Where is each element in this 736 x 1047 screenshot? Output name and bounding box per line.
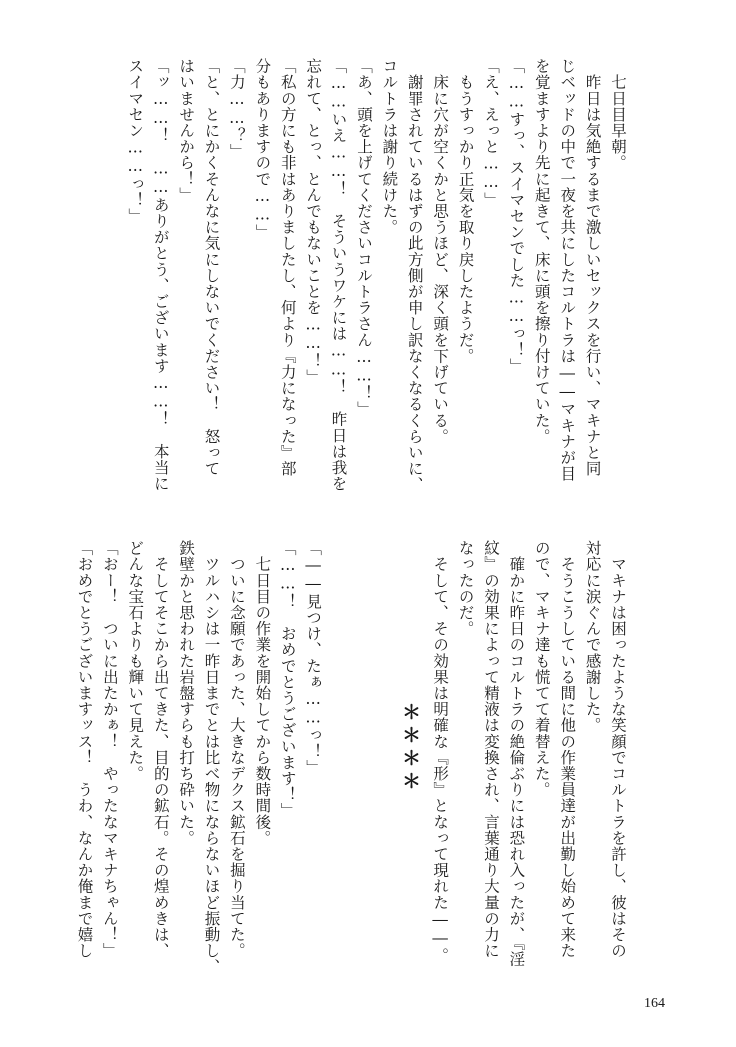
text-line: 「……！ おめでとうございます！」 [278,540,297,819]
text-line: 謝罪されているはずの此方側が申し訳なくなるくらいに、 [405,58,424,493]
text-line: 「あ、頭を上げてくださいコルトラさん……！」 [354,58,373,418]
text-line: 「と、とにかくそんなに気にしないでください！ 怒って [202,58,221,477]
text-line: なったのだ。 [456,540,475,637]
scene-break-separator: ＊＊＊＊ [399,702,421,794]
text-line: 七日目早朝。 [609,58,627,171]
text-line: そうこうしている間に他の作業員達が出勤し始めて来た [558,540,577,959]
text-line: 床に穴が空くかと思うほど、深く頭を下げている。 [431,58,450,445]
text-line: コルトラは謝り続けた。 [380,58,399,236]
text-line: マキナは困ったような笑顔でコルトラを許し、彼はその [609,540,627,959]
text-line: 鉄壁かと思われた岩盤すらも打ち砕いた。 [177,540,196,846]
lower-text-block [71,540,630,975]
text-line: 対応に涙ぐんで感謝した。 [583,540,602,734]
text-line: 「――見つけ、たぁ……っ！」 [304,540,323,776]
text-line: そして、その効果は明確な『形』となって現れた――。 [431,540,450,964]
text-line: ツルハシは一昨日までとは比べ物にならないほど振動し、 [202,540,221,975]
text-line: 忘れて、とっ、とんでもないことを……！」 [304,58,323,385]
text-line: ついに念願であった、大きなデクス鉱石を掘り当てた。 [227,540,246,959]
text-line: 紋』の効果によって精液は変換され、言葉通り大量の力に [481,540,500,959]
text-line: どんな宝石よりも輝いて見えた。 [126,540,145,782]
text-line: 確かに昨日のコルトラの絶倫ぶりには恐れ入ったが、『淫 [507,540,526,967]
text-line: 「おめでとうございますッス！ うわ、なんか俺まで嬉し [75,540,94,959]
text-line: 「力……？」 [227,58,246,160]
blank-line [325,540,350,972]
text-line: 「ッ……！ ……ありがとう、ございます……！ 本当に [151,58,170,492]
text-line: スイマセン……っ！」 [126,58,145,224]
text-line: ので、マキナ達も慌てて着替えた。 [532,540,551,798]
text-line: もうすっかり正気を取り戻したようだ。 [456,58,475,364]
text-line: 分もありますので……」 [253,58,272,241]
text-line: そしてそこから出てきた、目的の鉱石。その煌めきは、 [151,540,170,959]
text-line: 「……いえ……！ そういうワケには……！ 昨日は我を [329,58,348,492]
text-line: はいませんから！」 [177,58,196,203]
blank-line [351,540,376,972]
text-line: 「……すっ、スイマセンでした……っ！」 [507,58,526,374]
text-line: じベッドの中で一夜を共にしたコルトラは――マキナが目 [558,58,577,482]
text-line: 「え、えっと……」 [481,58,500,208]
text-line: を覚ますより先に起きて、床に頭を擦り付けていた。 [532,58,551,445]
text-line: 昨日は気絶するまで激しいセックスを行い、マキナと同 [583,58,602,477]
upper-text-block [122,58,630,493]
text-line: 「私の方にも非はありましたし、何より『力になった』部 [278,58,297,477]
text-line: 「おー！ ついに出たかぁ！ やったなマキナちゃん！」 [100,540,119,959]
page-number: 164 [644,996,665,1011]
text-line: 七日目の作業を開始してから数時間後。 [253,540,272,846]
